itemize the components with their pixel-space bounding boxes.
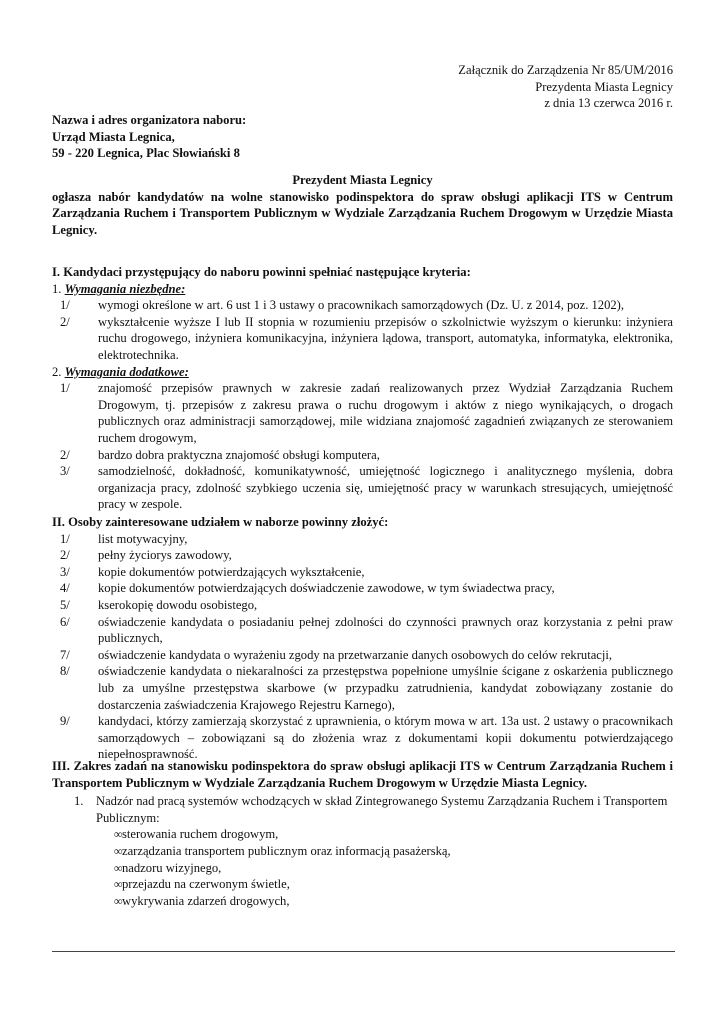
header-line-3: z dnia 13 czerwca 2016 r. (544, 96, 673, 111)
footer-divider (52, 951, 675, 952)
required-label: Wymagania niezbędne: (64, 281, 186, 296)
list-item (52, 793, 673, 826)
section-3 (52, 758, 673, 909)
list-text: kserokopię dowodu osobistego, (98, 597, 258, 612)
list-num: 2/ (60, 548, 70, 563)
infinity-bullet-icon: ∞ (114, 827, 123, 842)
list-num: 6/ (60, 614, 70, 629)
list-text: kandydaci, którzy zamierzają skorzystać z uprawnienia, o którym mowa w art. 13a ust. 2 ustawy o pracownikach samorządowych – zobowiązani są do złożenia wraz z dokumentami kopii dokumentu potwierdzającego niepełnosprawność. (98, 714, 673, 762)
organizer-name: Urząd Miasta Legnica, (52, 129, 175, 144)
announcement-body: ogłasza nabór kandydatów na wolne stanowisko podinspektora do spraw obsługi aplikacji ITS w Centrum Zarządzania Ruchem i Transportem Publicznym w Wydziale Zarządzania Ruchem Drogowym w Urzędzie Miasta Legnicy. (52, 189, 673, 237)
bullet-text: przejazdu na czerwonym świetle, (122, 877, 290, 892)
list-num: 1/ (60, 381, 70, 396)
list-num: 4/ (60, 581, 70, 596)
required-heading (52, 281, 673, 298)
section-1-heading: I. Kandydaci przystępujący do naboru powinni spełniać następujące kryteria: (52, 265, 471, 279)
list-text: kopie dokumentów potwierdzających doświadczenie zawodowe, w tym świadectwa pracy, (98, 581, 555, 596)
infinity-bullet-icon: ∞ (114, 877, 123, 892)
header-line-1: Załącznik do Zarządzenia Nr 85/UM/2016 (458, 63, 673, 77)
infinity-bullet-icon: ∞ (114, 843, 123, 858)
list-item (52, 597, 673, 614)
list-text: list motywacyjny, (98, 531, 188, 546)
list-num: 2/ (60, 447, 70, 462)
section-2 (52, 514, 673, 763)
list-text: wykształcenie wyższe I lub II stopnia w rozumieniu przepisów o szkolnictwie wyższym o kierunku: inżyniera ruchu drogowego, inżyniera komunikacyjna, inżyniera lądowa, transport, automatyka, informatyka, elektronika, elektrotechnika. (98, 314, 673, 362)
bullet-item (52, 843, 673, 860)
attachment-header (458, 62, 673, 112)
list-text: samodzielność, dokładność, komunikatywność, umiejętność logicznego i analitycznego myślenia, dobra organizacja pracy, zdolność szybkiego uczenia się, umiejętność pracy w warunkach stresujących, umiejętność pracy w zespole. (98, 464, 673, 512)
list-text: oświadczenie kandydata o wyrażeniu zgody na przetwarzanie danych osobowych do celów rekrutacji, (98, 647, 613, 662)
bullet-text: sterowania ruchem drogowym, (122, 827, 279, 842)
announcement-block (52, 172, 673, 238)
list-text: znajomość przepisów prawnych w zakresie zadań realizowanych przez Wydział Zarządzania Ruchem Drogowym, tj. przepisów z zakresu prawa o ruchu drogowym i aktów z niego wynikających, o drogach publicznych oraz administracji samorządowej, mile widziana znajomość zagadnień związanych ze sterowaniem ruchem drogowym, (98, 381, 673, 445)
list-text: oświadczenie kandydata o posiadaniu pełnej zdolności do czynności prawnych oraz korzystania z pełni praw publicznych, (98, 614, 673, 646)
infinity-bullet-icon: ∞ (114, 860, 123, 875)
bullet-text: nadzoru wizyjnego, (122, 860, 222, 875)
list-item (52, 531, 673, 548)
list-item (52, 647, 673, 664)
list-num: 1/ (60, 298, 70, 313)
list-num: 7/ (60, 647, 70, 662)
list-num: 3/ (60, 464, 70, 479)
list-item (52, 580, 673, 597)
list-text: bardzo dobra praktyczna znajomość obsługi komputera, (98, 447, 380, 462)
bullet-item (52, 826, 673, 843)
list-item (52, 564, 673, 581)
list-item (52, 297, 673, 314)
list-num: 5/ (60, 597, 70, 612)
list-num: 8/ (60, 664, 70, 679)
section-1 (52, 264, 673, 513)
bullet-text: zarządzania transportem publicznym oraz informacją pasażerską, (122, 843, 451, 858)
section-3-heading: III. Zakres zadań na stanowisku podinspektora do spraw obsługi aplikacji ITS w Centrum Zarządzania Ruchem i Transportem Publicznym w Wydziale Zarządzania Ruchem Drogowym w Urzędzie Miasta Legnicy. (52, 759, 673, 790)
list-num: 3/ (60, 564, 70, 579)
list-item (52, 663, 673, 713)
organizer-label: Nazwa i adres organizatora naboru: (52, 113, 247, 127)
announcement-title: Prezydent Miasta Legnicy (292, 173, 433, 187)
list-item (52, 314, 673, 364)
infinity-bullet-icon: ∞ (114, 893, 123, 908)
list-item (52, 447, 673, 464)
bullet-item (52, 893, 673, 910)
list-text: pełny życiorys zawodowy, (98, 548, 232, 563)
list-item (52, 463, 673, 513)
section-2-heading: II. Osoby zainteresowane udziałem w naborze powinny złożyć: (52, 515, 389, 529)
list-text: wymogi określone w art. 6 ust 1 i 3 ustawy o pracownikach samorządowych (Dz. U. z 2014, poz. 1202), (98, 298, 625, 313)
required-num: 1. (52, 281, 62, 296)
list-num: 1/ (60, 531, 70, 546)
additional-label: Wymagania dodatkowe: (64, 364, 189, 379)
list-item (52, 547, 673, 564)
organizer-address: 59 - 220 Legnica, Plac Słowiański 8 (52, 146, 240, 161)
list-item (52, 380, 673, 446)
header-line-2: Prezydenta Miasta Legnicy (535, 79, 673, 94)
list-num: 9/ (60, 714, 70, 729)
list-item (52, 713, 673, 763)
bullet-item (52, 860, 673, 877)
additional-num: 2. (52, 364, 62, 379)
organizer-block (52, 112, 673, 162)
additional-heading (52, 364, 673, 381)
list-item (52, 614, 673, 647)
list-num: 1. (74, 794, 84, 809)
list-text: Nadzór nad pracą systemów wchodzących w skład Zintegrowanego Systemu Zarządzania Ruchem i Transportem Publicznym: (96, 794, 668, 825)
bullet-item (52, 876, 673, 893)
list-text: kopie dokumentów potwierdzających wykształcenie, (98, 564, 365, 579)
bullet-text: wykrywania zdarzeń drogowych, (122, 893, 290, 908)
list-text: oświadczenie kandydata o niekaralności za przestępstwa popełnione umyślnie ścigane z oskarżenia publicznego lub za umyślne przestępstwa skarbowe (w przypadku zatrudnienia, kandydat zobowiązany zostanie do dostarczenia zaświadczenia Krajowego Rejestru Karnego), (98, 664, 673, 712)
list-num: 2/ (60, 314, 70, 329)
